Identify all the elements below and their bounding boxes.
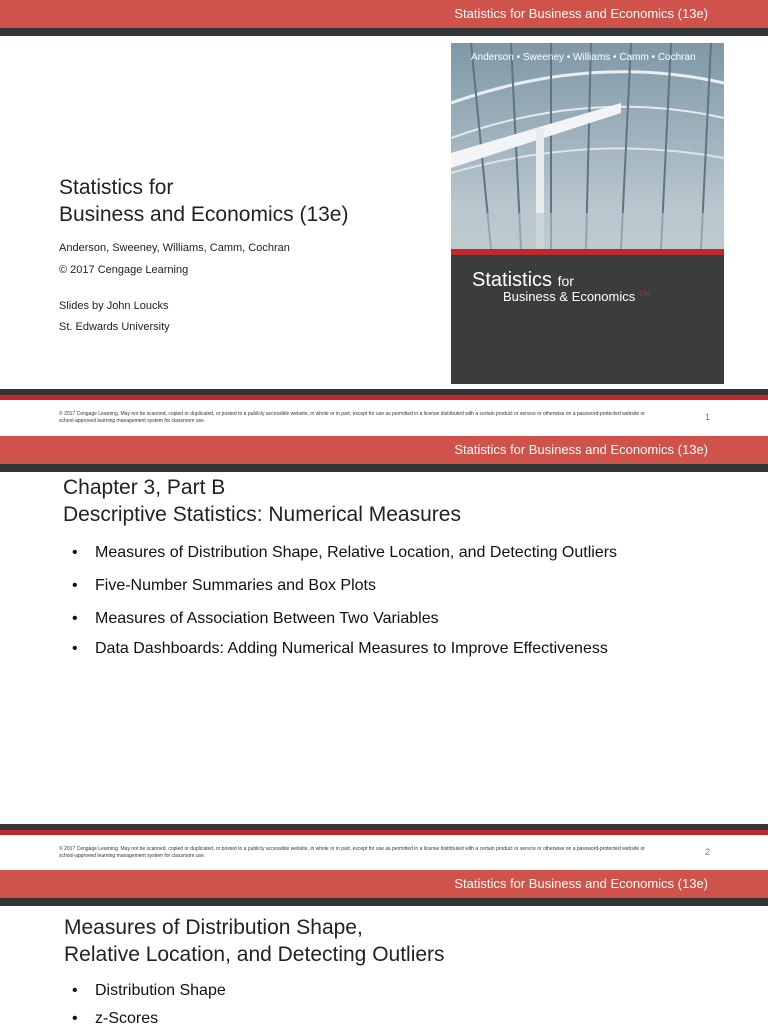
- book-cover-image: [451, 43, 724, 384]
- bullet-item: [72, 1010, 226, 1024]
- title-line-1: Measures of Distribution Shape,: [64, 916, 363, 939]
- title-line-1: Chapter 3, Part B: [63, 476, 226, 499]
- bullet-list: [72, 982, 226, 1024]
- page-number: 2: [705, 847, 711, 857]
- cover-edition: 13e: [638, 290, 651, 298]
- bullet-item: [72, 544, 617, 562]
- copyright-notice: © 2017 Cengage Learning. May not be scanned, copied or duplicated, or posted to a publicly accessible website, in whole or in part, except for use as permitted in a license distributed with a certain product or service or otherwise on a password-protected website or school-approved learning management system for classroom use.: [59, 411, 645, 424]
- slide-header: [0, 0, 768, 28]
- bullet-marker: •: [72, 610, 78, 627]
- footer-red-stripe: [0, 830, 768, 835]
- cover-title-main: Statistics: [472, 269, 553, 291]
- slide-1: [0, 0, 768, 432]
- cover-photo: [451, 43, 724, 249]
- copyright-text: © 2017 Cengage Learning: [59, 264, 189, 276]
- copyright-notice: © 2017 Cengage Learning. May not be scanned, copied or duplicated, or posted to a publicly accessible website, in whole or in part, except for use as permitted in a license distributed with a certain product or service or otherwise on a password-protected website or school-approved learning management system for classroom use.: [59, 846, 645, 859]
- header-title: Statistics for Business and Economics (13e): [454, 442, 708, 457]
- slide-2: [0, 436, 768, 868]
- bullet-text: Distribution Shape: [95, 982, 226, 999]
- university-text: St. Edwards University: [59, 321, 170, 333]
- bullet-marker: •: [72, 982, 78, 999]
- architecture-illustration: [451, 43, 724, 249]
- cover-title-for: for: [557, 273, 574, 289]
- bullet-text: Five-Number Summaries and Box Plots: [95, 577, 376, 594]
- title-line-2: Business and Economics (13e): [59, 203, 349, 226]
- bullet-marker: •: [72, 640, 78, 657]
- bullet-text: Data Dashboards: Adding Numerical Measures to Improve Effectiveness: [95, 640, 608, 657]
- slide-title: [64, 914, 445, 968]
- header-title: Statistics for Business and Economics (13e): [454, 876, 708, 891]
- cover-authors: Anderson • Sweeney • Williams • Camm • Cochran: [471, 52, 696, 63]
- bullet-item: [72, 640, 617, 658]
- slide-header: [0, 870, 768, 898]
- bullet-text: Measures of Distribution Shape, Relative Location, and Detecting Outliers: [95, 544, 618, 561]
- bullet-text: Measures of Association Between Two Variables: [95, 610, 439, 627]
- header-title: Statistics for Business and Economics (13e): [454, 6, 708, 21]
- page-number: 1: [705, 412, 711, 422]
- cover-subtitle: [503, 289, 651, 304]
- bullet-marker: •: [72, 1010, 78, 1024]
- bullet-item: [72, 577, 617, 595]
- bullet-item: [72, 982, 226, 1000]
- slide-header: [0, 436, 768, 464]
- slides-by-text: Slides by John Loucks: [59, 300, 169, 312]
- footer-red-stripe: [0, 395, 768, 400]
- title-line-2: Descriptive Statistics: Numerical Measures: [63, 503, 461, 526]
- bullet-item: [72, 610, 617, 628]
- slide-3: [0, 870, 768, 1024]
- title-line-2: Relative Location, and Detecting Outliers: [64, 943, 445, 966]
- bullet-text: z-Scores: [95, 1010, 159, 1024]
- slide-title: [63, 474, 461, 528]
- header-divider: [0, 28, 768, 36]
- authors-text: Anderson, Sweeney, Williams, Camm, Cochran: [59, 242, 290, 254]
- cover-red-stripe: [451, 249, 724, 255]
- header-divider: [0, 464, 768, 472]
- cover-subtitle-text: Business & Economics: [503, 289, 636, 304]
- bullet-marker: •: [72, 577, 78, 594]
- bullet-marker: •: [72, 544, 78, 561]
- bullet-list: [72, 544, 617, 658]
- title-line-1: Statistics for: [59, 176, 174, 199]
- header-divider: [0, 898, 768, 906]
- slide-title: [59, 174, 348, 228]
